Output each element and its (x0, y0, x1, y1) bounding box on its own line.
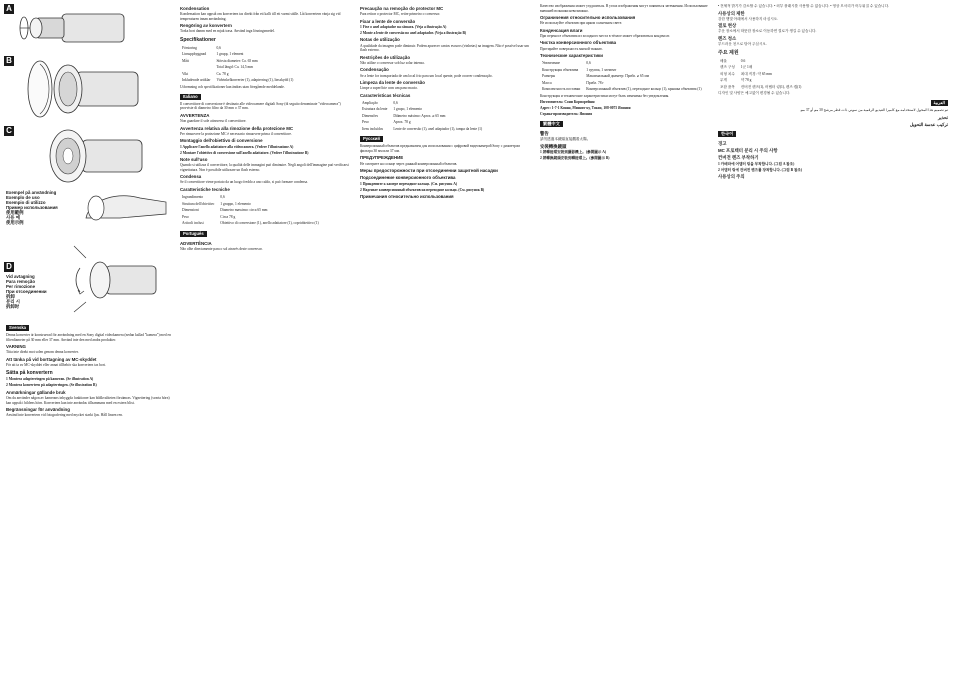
step-2: 2 Montera konvertern på adapterringen. (Se illustration B) (6, 383, 97, 388)
italian-warning-text: Non guardare il sole attraverso il convertitore. (180, 119, 247, 124)
korean-use-text: 강한 햇빛 아래에서 사용하지 마십시오. (718, 16, 779, 21)
figure-c-caption: Exempel på användning Exemplo de uso Esempio di utilizzo Пример использования 使用範例 사용 예 使用示例 (6, 190, 58, 225)
portuguese-spec-table (360, 99, 488, 134)
table-row: Struttura dell'obiettivo 1 gruppo, 1 elemento (182, 201, 251, 206)
italian-mc-text: Per rimuovere la protezione MC è necessario rimuovere prima il convertitore. (180, 131, 292, 136)
italian-condensation-text: Se il convertitore viene portato da un luogo freddo a uno caldo, si può formare condensa. (180, 180, 309, 185)
condensation-text: Kondensation kan uppstå om konvertern tas direkt från ett kallt till ett varmt ställe. Låt konvertern vänja sig vid temperaturen innan användning. (180, 12, 341, 21)
spec-note: Utformning och specifikationer kan ändras utan föregående meddelande. (180, 84, 285, 89)
restrictions-title: Begränsningar för användning (6, 407, 70, 413)
portuguese-warning-title: ADVERTÊNCIA (180, 240, 212, 246)
table-row: Peso Circa 78 g (182, 214, 236, 219)
attach-title: Sätta på konvertern (6, 370, 53, 377)
table-row: Estrutura da lente 1 grupo, 1 elemento (362, 107, 423, 112)
cleaning-title: Rengöring av konvertern (180, 23, 232, 29)
table-row: Ampliação 0,6 (362, 100, 398, 105)
russian-notes-text: Качество изображения может ухудшиться. В углах изображения могут появиться затемнения. Использование внешней вспышки невозможно. (540, 4, 708, 13)
italian-notes-text: Quando si utilizza il convertitore, la qualità delle immagini può diminuire. Negli angoli dell'immagine può verificarsi vignettatura. Non è possibile utilizzare un flash esterno. (180, 163, 349, 172)
russian-warning-text: Не смотрите на солнце через данный конверсионный объектив. (360, 161, 458, 166)
intro-text: Denna konverter är konstruerad för användning med en Sony digital videokamera (nedan kallad "kamera") med en filterdiameter på 30 mm eller 37 mm. Använd inte den med andra produkter. (6, 333, 171, 342)
korean-attach-title: 컨버전 렌즈 부착하기 (718, 155, 759, 161)
table-row: Mått Största diameter: Ca. 65 mm (182, 58, 258, 63)
table-row: 외형 치수 최대 직경: 약 65 mm (720, 71, 772, 76)
table-row: Articoli inclusi Obiettivo di conversione (1), anello adattatore (1), copriobiettivo (1) (182, 221, 319, 226)
table-row: Dimensioni Diametro massimo: circa 65 mm (182, 208, 268, 213)
portuguese-step-2: 2 Monte a lente de conversão no anel adaptador. (Veja a ilustração B) (360, 30, 467, 35)
italian-step-1: 1 Applicare l'anello adattatore alla videocamera. (Vedere l'illustrazione A) (180, 144, 294, 149)
language-tag-swedish: Svenska (6, 325, 29, 331)
portuguese-notes-text: A qualidade da imagem pode diminuir. Podem aparecer cantos escuros (vinhetas) na imagem. Não é possível usar um flash externo. (360, 43, 529, 53)
russian-spec-title: Технические характеристики (540, 53, 603, 59)
korean-bullets: • 전체적 밝기가 감소할 수 있습니다. • 외부 플래시를 사용할 수 없습니다. • 영상 모서리가 어두워질 수 있습니다. (718, 4, 890, 8)
portuguese-condensation-text: Se a lente for transportada de um local frio para um local quente, pode ocorrer condensação. (360, 73, 493, 78)
italian-spec-table (180, 193, 325, 228)
korean-condensation-title: 결로 현상 (718, 23, 737, 29)
russian-notes-title: Примечания относительно использования (360, 194, 454, 200)
figure-letter-d: D (4, 262, 14, 272)
italian-warning-title: AVVERTENZA (180, 112, 210, 118)
figure-d-caption: Vid avtagning Para remoção Per rimozione При отсоединении 拆卸 분리 시 拆卸时 (6, 274, 47, 309)
table-row: Itens incluídos Lente de conversão (1), anel adaptador (1), tampa da lente (1) (362, 126, 483, 131)
korean-warning-title: 경고 (718, 141, 727, 147)
korean-use-title: 사용상의 제한 (718, 10, 745, 16)
cleaning-text: Torka bort damm med en mjuk trasa. Använd inga lösningsmedel. (180, 29, 275, 34)
language-tag-korean: 한국어 (718, 131, 736, 137)
arabic-intro: تم تصميم هذا المحول لاستخدامه مع كاميرا الفيديو الرقمية من سوني ذات قطر مرشح 30 مم أو 37 مم. (799, 108, 948, 113)
russian-attach-title: Подсоединение конверсионного объектива (360, 175, 456, 181)
portuguese-mc-title: Precaução na remoção do protector MC (360, 6, 444, 11)
russian-restrictions-title: Ограничения относительно использования (540, 15, 636, 20)
table-row: Размеры Максимальный диаметр: Прибл. ⌀ 65 мм (542, 74, 650, 79)
table-row: Комплектность поставки Конверсионный объектив (1), переходное кольцо (1), крышка объектива (1) (542, 87, 702, 92)
table-row: 포함 품목 컨버전 렌즈(1), 어댑터 링(1), 렌즈 캡(1) (720, 84, 802, 89)
portuguese-notes-title: Notas de utilização (360, 37, 400, 43)
manufacturer-address: Адрес: 1-7-1 Конан, Минато-ку, Токио, 108-0075 Япония (540, 105, 631, 110)
restrictions-text: Använd inte konvertern vid fotografering med mycket starkt ljus. Håll linsen ren. (6, 413, 123, 418)
russian-step-2: 2 Наденьте конверсионный объектив на переходное кольцо. (См. рисунок B) (360, 187, 485, 192)
korean-mc-title: MC 프로텍터 분리 시 주의 사항 (718, 148, 778, 154)
portuguese-spec-title: Características técnicas (360, 92, 411, 98)
language-tag-portuguese: Português (180, 231, 207, 237)
portuguese-cleaning-title: Limpeza da lente de conversão (360, 80, 425, 86)
column-russian-chinese (540, 4, 710, 162)
warning-title: VARNING (6, 344, 26, 349)
russian-condensation-title: Конденсация влаги (540, 27, 583, 33)
chinese-warning-title: 警告 (540, 130, 549, 136)
country-of-origin: Страна-производитель: Япония (540, 111, 593, 116)
russian-intro: Конверсионный объектив предназначен для использования с цифровой видеокамерой Sony с диаметром фильтра 30 мм или 37 мм. (360, 144, 520, 153)
figure-c-illustration (16, 126, 166, 186)
notes-title: Anmärkningar gällande bruk (6, 389, 66, 395)
step-1: 1 Montera adapterringen på kameran. (Se illustration A) (6, 377, 94, 382)
portuguese-mc-text: Para retirar o protector MC, retire primeiro o conversor. (360, 12, 441, 17)
column-portuguese-russian (360, 4, 530, 200)
table-row: Конструкция объектива 1 группа, 1 элемент (542, 67, 617, 72)
column-italian (180, 4, 352, 253)
portuguese-restrictions-text: Não utilize o conversor sob luz solar intensa. (360, 60, 425, 65)
italian-intro: Il convertitore di conversione è destinato alle videocamere digitali Sony (di seguito denominate "videocamera") provviste di diametro filtro da 30 mm o 37 mm. (180, 101, 341, 111)
korean-step-1: 1 카메라에 어댑터 링을 부착합니다. (그림 A 참조) (718, 161, 795, 166)
table-row: Linsuppbyggnad 1 grupp, 1 element (182, 52, 244, 57)
italian-condensation-title: Condensa (180, 174, 202, 180)
russian-spec-table (540, 59, 708, 94)
mc-protector-text: För att ta av MC-skyddet eller annat tillbehör ska konvertern tas bort. (6, 362, 106, 367)
language-tag-russian: Русский (360, 136, 383, 142)
chinese-attach-title: 安裝轉換鏡頭 (540, 143, 567, 149)
russian-cleaning-text: Протирайте поверхность мягкой тканью. (540, 46, 603, 51)
italian-mc-title: Avvertenza relativa alla rimozione della protezione MC (180, 125, 294, 131)
column-swedish (6, 322, 174, 419)
russian-warning-title: ПРЕДУПРЕЖДЕНИЕ (360, 155, 404, 161)
table-row: Peso Aprox. 78 g (362, 120, 411, 125)
table-row: Förstoring 0,6 (182, 45, 221, 50)
specifications-title: Specifikationer (180, 36, 216, 43)
language-tag-arabic: العربية (931, 100, 948, 106)
portuguese-condensation-title: Condensação (360, 67, 389, 73)
italian-spec-title: Caratteristiche tecniche (180, 186, 230, 192)
arabic-attach-title: تركيب عدسة التحويل (909, 121, 948, 127)
table-row: Vikt Ca. 78 g (182, 71, 229, 76)
figure-b-illustration (16, 54, 166, 124)
italian-step-2: 2 Montare l'obiettivo di conversione sull'anello adattatore. (Vedere l'illustrazione B) (180, 150, 309, 155)
table-row: Dimensões Diâmetro máximo: Aprox. ⌀ 65 mm (362, 113, 446, 118)
chinese-warning-text: 請勿透過本鏡頭直接觀看太陽。 (540, 137, 591, 142)
korean-spec-table (718, 57, 807, 92)
korean-step-2: 2 어댑터 링에 컨버전 렌즈를 장착합니다. (그림 B 참조) (718, 167, 803, 172)
figure-d-illustration (66, 238, 166, 318)
table-row: 렌즈 구성 1군 1매 (720, 65, 753, 70)
portuguese-warning-text: Não olhe directamente para o sol através deste conversor. (180, 246, 263, 251)
chinese-step-2: 2 將轉換鏡頭安裝到轉接環上。(參閱圖示 B) (540, 155, 610, 160)
arabic-warning-title: تحذير (937, 114, 948, 120)
specifications-table (180, 44, 299, 85)
korean-spec-note: 디자인 및 사양은 예고없이 변경될 수 있습니다. (718, 91, 791, 96)
portuguese-cleaning-text: Limpe a superfície com um pano macio. (360, 86, 418, 91)
portuguese-step-1: 1 Fixe o anel adaptador na câmara. (Veja a ilustração A) (360, 24, 447, 29)
russian-restrictions-text: Не используйте объектив при ярком солнечном свете. (540, 21, 623, 26)
table-row: Total längd: Ca. 14,5 mm (216, 65, 254, 70)
italian-attach-title: Montaggio dell'obiettivo di conversione (180, 138, 263, 144)
portuguese-restrictions-title: Restrições de utilização (360, 54, 411, 60)
column-korean-arabic (718, 4, 948, 180)
manufacturer: Изготовитель: Сони Корпорейшн (540, 99, 595, 104)
table-row: Inkluderade artiklar Vidvinkelkonverter (1), adapterring (1), linsskydd (1) (182, 78, 294, 83)
notes-text: Om du använder någon av kamerans inbyggda funktioner kan bildkvaliteten försämras. Vignettering (svarta hörn) kan uppstå i bildens hörn. Konvertern kan inte användas tillsammans med en extern blixt. (6, 396, 170, 405)
korean-notes-title: 사용상의 주의 (718, 174, 745, 180)
figure-letter-c: C (4, 126, 14, 136)
figure-letter-b: B (4, 56, 14, 66)
table-row: Масса Прибл. 78 г (542, 80, 604, 85)
korean-cleaning-title: 렌즈 청소 (718, 35, 737, 41)
portuguese-attach-title: Fixar a lente de conversão (360, 18, 416, 24)
russian-cleaning-title: Чистка конверсионного объектива (540, 40, 617, 46)
russian-mc-title: Меры предосторожности при отсоединении защитной насадки (360, 168, 498, 174)
table-row: Увеличение 0,6 (542, 61, 591, 66)
warning-text: Titta inte direkt mot solen genom denna konverter. (6, 350, 79, 355)
arabic-section (718, 97, 948, 127)
figure-a-illustration (16, 4, 166, 52)
mc-protector-title: Att tänka på vid borttagning av MC-skyddet (6, 356, 97, 362)
language-tag-italian: Italiano (180, 94, 201, 100)
figure-c-hand-illustration (80, 188, 170, 224)
language-tag-traditional-chinese: 繁體中文 (540, 121, 563, 127)
korean-spec-title: 주요 제원 (718, 49, 739, 56)
russian-spec-note: Конструкция и технические характеристики могут быть изменены без уведомления. (540, 93, 670, 98)
chinese-step-1: 1 將轉接環安裝到攝影機上。(參閱圖示 A) (540, 149, 607, 154)
condensation-title: Kondensation (180, 6, 210, 11)
figure-letter-a: A (4, 4, 14, 14)
russian-step-1: 1 Прикрепите к камере переходное кольцо. (См. рисунок A) (360, 181, 458, 186)
table-row: 무게 약 78 g (720, 78, 752, 83)
russian-condensation-text: При переносе объектива из холодного места в тёплое может образоваться конденсат. (540, 33, 670, 38)
italian-notes-title: Note sull'uso (180, 157, 208, 163)
korean-cleaning-text: 부드러운 천으로 닦아 주십시오. (718, 42, 767, 47)
table-row: Ingrandimento 0,6 (182, 195, 225, 200)
table-row: 배율 0.6 (720, 58, 746, 63)
korean-condensation-text: 추운 장소에서 따뜻한 장소로 이동하면 결로가 생길 수 있습니다. (718, 29, 817, 34)
